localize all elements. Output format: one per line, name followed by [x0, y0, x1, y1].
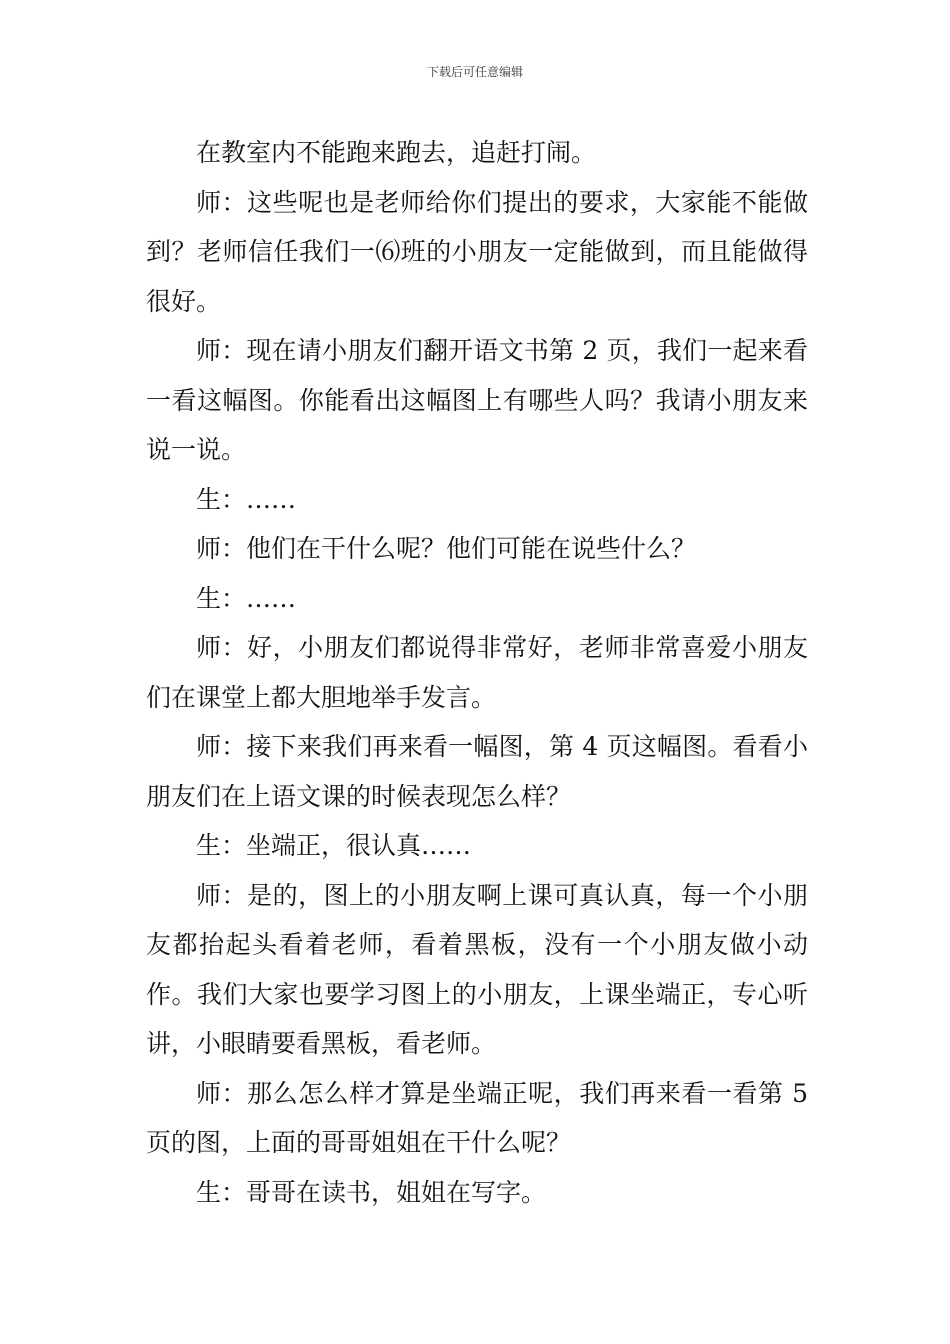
page-header: 下载后可任意编辑 [426, 65, 523, 79]
paragraph: 师：好，小朋友们都说得非常好，老师非常喜爱小朋友们在课堂上都大胆地举手发言。 [146, 633, 808, 712]
paragraph: 生：哥哥在读书，姐姐在写字。 [196, 1177, 547, 1207]
paragraph: 师：这些呢也是老师给你们提出的要求，大家能不能做到？老师信任我们一⑹班的小朋友一定能做到，而且能做得很好。 [146, 187, 808, 316]
paragraph: 师：现在请小朋友们翻开语文书第 2 页，我们一起来看一看这幅图。你能看出这幅图上有哪些人吗？我请小朋友来说一说。 [146, 336, 808, 464]
document-body [146, 128, 808, 1217]
paragraph: 师：是的，图上的小朋友啊上课可真认真，每一个小朋友都抬起头看着老师，看着黑板，没有一个小朋友做小动作。我们大家也要学习图上的小朋友，上课坐端正，专心听讲，小眼睛要看黑板，看老师。 [146, 880, 808, 1058]
paragraph: 在教室内不能跑来跑去，追赶打闹。 [196, 138, 597, 167]
paragraph: 生：…… [196, 583, 297, 613]
paragraph: 生：…… [196, 484, 297, 514]
paragraph: 生：坐端正，很认真…… [196, 831, 472, 860]
paragraph: 师：他们在干什么呢？他们可能在说些什么？ [196, 534, 697, 563]
paragraph: 师：接下来我们再来看一幅图，第 4 页这幅图。看看小朋友们在上语文课的时候表现怎么样？ [146, 732, 808, 811]
paragraph: 师：那么怎么样才算是坐端正呢，我们再来看一看第 5 页的图，上面的哥哥姐姐在干什么呢？ [146, 1078, 808, 1157]
